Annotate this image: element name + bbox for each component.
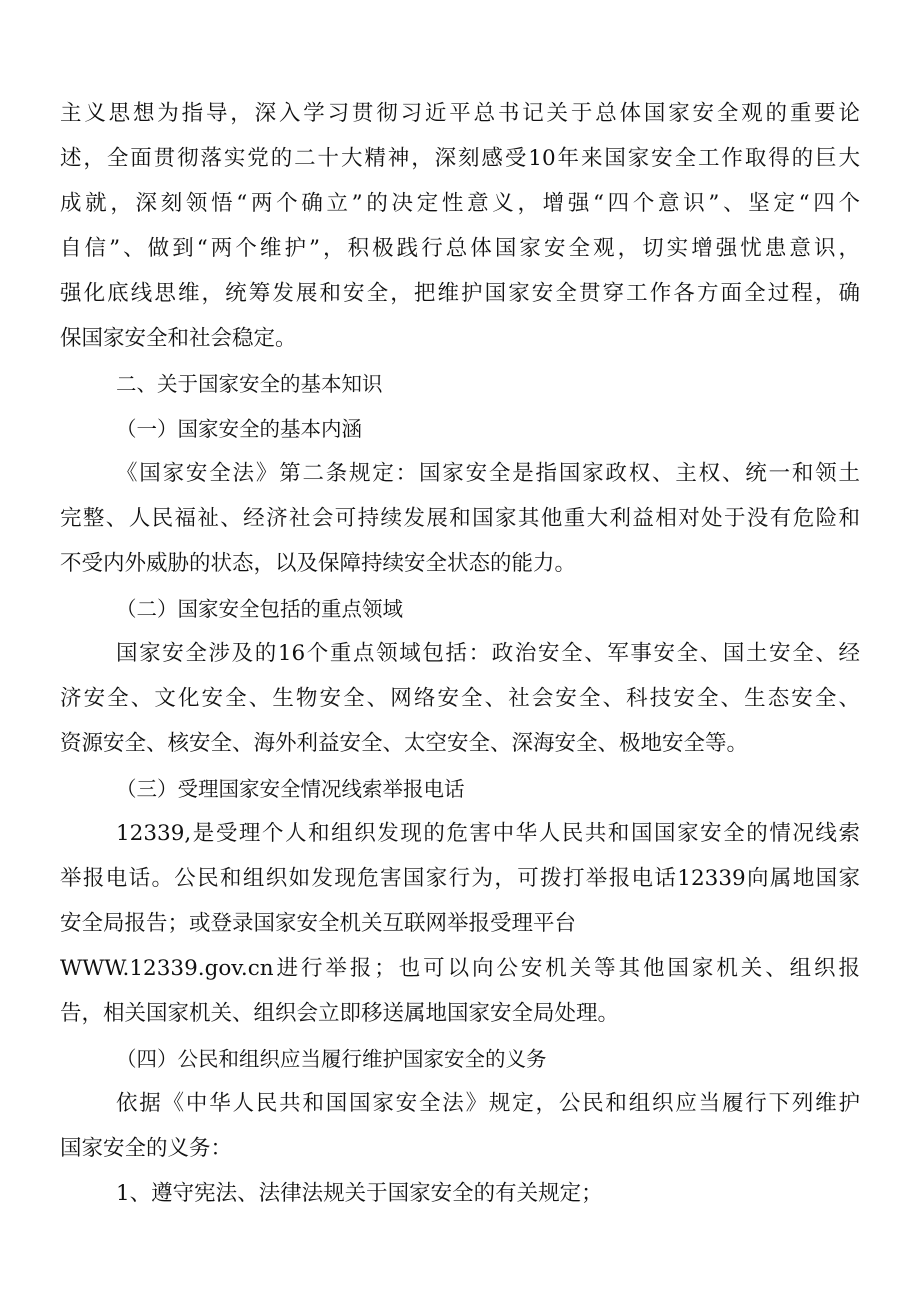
- paragraph-line: 依据《中华人民共和国国家安全法》规定，公民和组织应当履行下列维护: [116, 1091, 860, 1116]
- paragraph-line: 《国家安全法》第二条规定：国家安全是指国家政权、主权、统一和领土: [116, 461, 860, 486]
- paragraph-line: 成就，深刻领悟“两个确立”的决定性意义，增强“四个意识”、坚定“四个: [60, 191, 860, 216]
- subsection-heading: （二）国家安全包括的重点领域: [116, 597, 403, 621]
- list-item: 1、遵守宪法、法律法规关于国家安全的有关规定；: [116, 1181, 603, 1206]
- subsection-heading: （三）受理国家安全情况线索举报电话: [116, 777, 465, 801]
- subsection-heading: （四）公民和组织应当履行维护国家安全的义务: [116, 1047, 547, 1071]
- paragraph-line: 12339,是受理个人和组织发现的危害中华人民共和国国家安全的情况线索: [116, 821, 860, 846]
- paragraph-line: 国家安全涉及的16个重点领域包括：政治安全、军事安全、国土安全、经: [116, 641, 860, 666]
- paragraph-line: 告，相关国家机关、组织会立即移送属地国家安全局处理。: [60, 1001, 620, 1026]
- section-heading: 二、关于国家安全的基本知识: [116, 372, 383, 396]
- paragraph-line: 安全局报告；或登录国家安全机关互联网举报受理平台: [60, 911, 577, 936]
- paragraph-line: 举报电话。公民和组织如发现危害国家行为，可拨打举报电话12339向属地国家: [60, 866, 860, 891]
- paragraph-line: 保国家安全和社会稳定。: [60, 326, 297, 351]
- paragraph-line: 资源安全、核安全、海外利益安全、太空安全、深海安全、极地安全等。: [60, 731, 749, 756]
- paragraph-line: 自信”、做到“两个维护”，积极践行总体国家安全观，切实增强忧患意识，: [60, 236, 860, 261]
- paragraph-line: 完整、人民福祉、经济社会可持续发展和国家其他重大利益相对处于没有危险和: [60, 506, 860, 531]
- subsection-heading: （一）国家安全的基本内涵: [116, 417, 362, 441]
- paragraph-line: WWW.12339.gov.cn进行举报；也可以向公安机关等其他国家机关、组织报: [60, 956, 860, 981]
- paragraph-line: 国家安全的义务：: [60, 1136, 233, 1161]
- paragraph-line: 不受内外威胁的状态，以及保障持续安全状态的能力。: [60, 551, 577, 576]
- paragraph-line: 述，全面贯彻落实党的二十大精神，深刻感受10年来国家安全工作取得的巨大: [60, 146, 860, 171]
- paragraph-line: 主义思想为指导，深入学习贯彻习近平总书记关于总体国家安全观的重要论: [60, 101, 860, 126]
- paragraph-line: 济安全、文化安全、生物安全、网络安全、社会安全、科技安全、生态安全、: [60, 686, 860, 711]
- paragraph-line: 强化底线思维，统筹发展和安全，把维护国家安全贯穿工作各方面全过程，确: [60, 281, 860, 306]
